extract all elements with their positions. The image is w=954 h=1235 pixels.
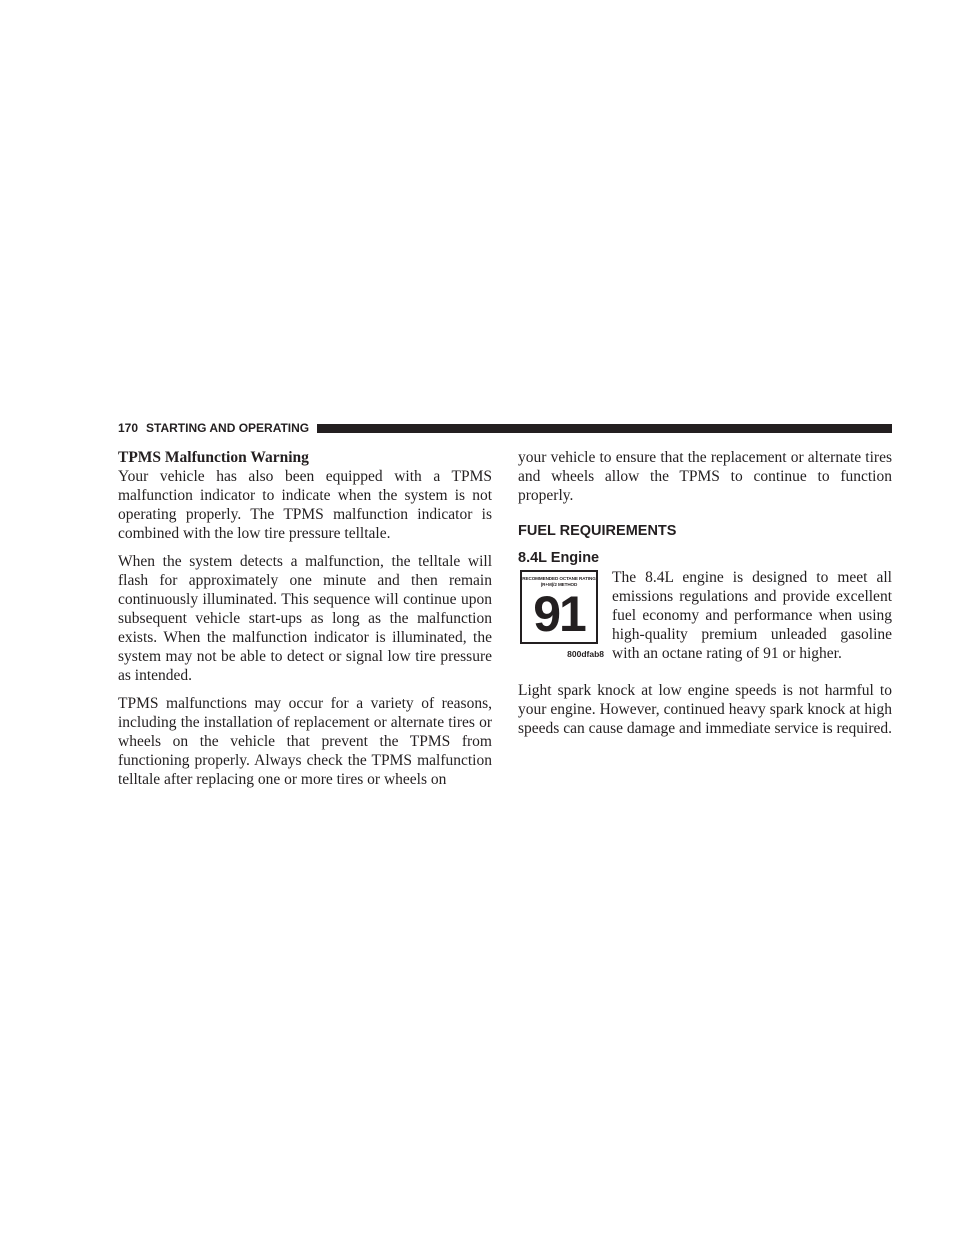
tpms-paragraph-2: When the system detects a malfunction, the telltale will flash for approximately one minute and then remain continuously illuminated. This sequence will continue upon subsequent vehicle start-ups as long as the malfunction exists. When the malfunction indicator is illuminated, the system may not be able to detect or signal low tire pressure as intended. <box>118 553 492 684</box>
octane-caption-line2: (R+M)/2 METHOD <box>540 581 578 587</box>
header-rule-bar <box>317 424 892 433</box>
octane-rating-number: 91 <box>533 586 585 642</box>
tpms-paragraph-continued: your vehicle to ensure that the replacement or alternate tires and wheels allow the TPMS to continue to function properly. <box>518 449 892 504</box>
tpms-paragraph-3: TPMS malfunctions may occur for a variety of reasons, including the installation of replacement or alternate tires or wheels on the vehicle that prevent the TPMS from functioning properly. Always check the TPMS malfunction telltale after replacing one or more tires or wheels on <box>118 695 492 788</box>
right-column <box>518 448 892 747</box>
engine-subheading: 8.4L Engine <box>518 550 600 566</box>
octane-figure <box>518 570 604 664</box>
octane-label-caption <box>522 572 596 587</box>
figure-code: 800dfab8 <box>567 649 604 659</box>
left-column <box>118 448 492 798</box>
tpms-malfunction-heading: TPMS Malfunction Warning <box>118 449 309 466</box>
octane-caption-line1: RECOMMENDED OCTANE RATING <box>522 576 596 581</box>
fuel-requirements-heading: FUEL REQUIREMENTS <box>518 523 677 539</box>
octane-rating-label <box>520 570 598 644</box>
tpms-paragraph-1: Your vehicle has also been equipped with a TPMS malfunction indicator to indicate when the system is not operating properly. The TPMS malfunction indicator is combined with the low tire pressure telltale. <box>118 468 492 542</box>
page-header <box>118 419 892 437</box>
engine-paragraph: The 8.4L engine is designed to meet all emissions regulations and provide excellent fuel economy and performance when using high-quality premium unleaded gasoline with an octane rating of 91 or higher. <box>612 569 892 662</box>
page-number: 170 <box>118 421 139 435</box>
section-title: STARTING AND OPERATING <box>146 421 310 435</box>
spark-knock-paragraph: Light spark knock at low engine speeds is not harmful to your engine. However, continued heavy spark knock at high speeds can cause damage and immediate service is required. <box>518 682 892 737</box>
engine-block <box>518 568 892 672</box>
